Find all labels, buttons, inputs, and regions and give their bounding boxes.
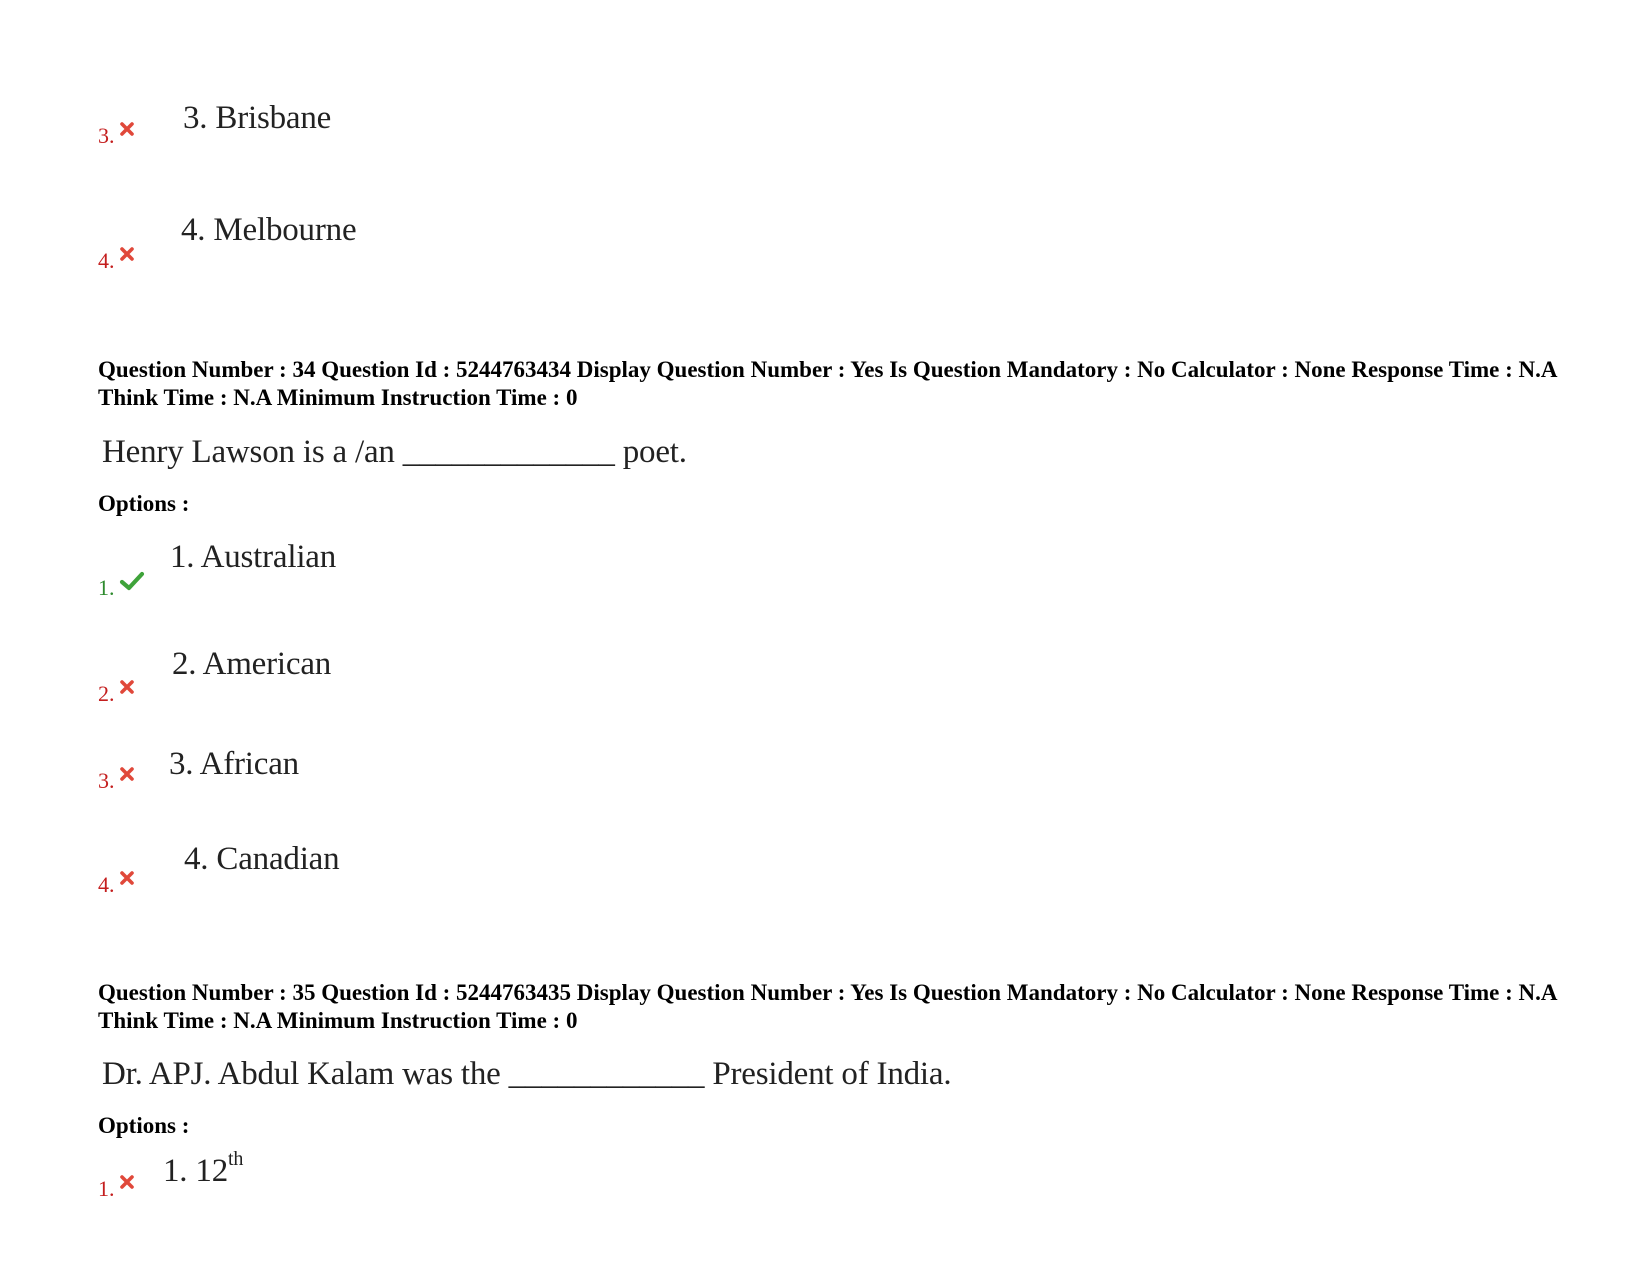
- option-number: 2.: [98, 683, 135, 705]
- options-label: Options :: [98, 491, 190, 516]
- option-number: 4.: [98, 250, 135, 272]
- cross-icon: [119, 244, 135, 266]
- option-text: 1. 12th: [163, 1148, 244, 1189]
- option-number: 3.: [98, 770, 135, 792]
- question-meta: Question Number : 35 Question Id : 5244763435 Display Question Number : Yes Is Question Mandatory : No Calculator : None Response Time : N.A Think Time : N.A Minimum Instruction Time : 0: [98, 980, 1557, 1033]
- cross-icon: [119, 119, 135, 141]
- option-text: 3. African: [169, 746, 299, 782]
- question-text: Dr. APJ. Abdul Kalam was the ____________ President of India.: [102, 1056, 952, 1092]
- cross-icon: [119, 1172, 135, 1194]
- ordinal-superscript: th: [228, 1148, 244, 1170]
- option-text: 3. Brisbane: [183, 100, 332, 136]
- question-text: Henry Lawson is a /an _____________ poet.: [102, 434, 687, 470]
- option-number: 1.: [98, 1178, 135, 1200]
- option-text: 2. American: [172, 646, 332, 682]
- option-text: 4. Melbourne: [181, 212, 357, 248]
- check-icon: [119, 571, 145, 595]
- cross-icon: [119, 868, 135, 890]
- option-text: 1. Australian: [170, 539, 337, 575]
- option-text: 4. Canadian: [184, 841, 340, 877]
- option-number: 4.: [98, 874, 135, 896]
- options-label: Options :: [98, 1113, 190, 1138]
- option-number: 3.: [98, 125, 135, 147]
- cross-icon: [119, 764, 135, 786]
- option-number: 1.: [98, 577, 145, 601]
- cross-icon: [119, 677, 135, 699]
- question-meta: Question Number : 34 Question Id : 5244763434 Display Question Number : Yes Is Question Mandatory : No Calculator : None Response Time : N.A Think Time : N.A Minimum Instruction Time : 0: [98, 357, 1557, 410]
